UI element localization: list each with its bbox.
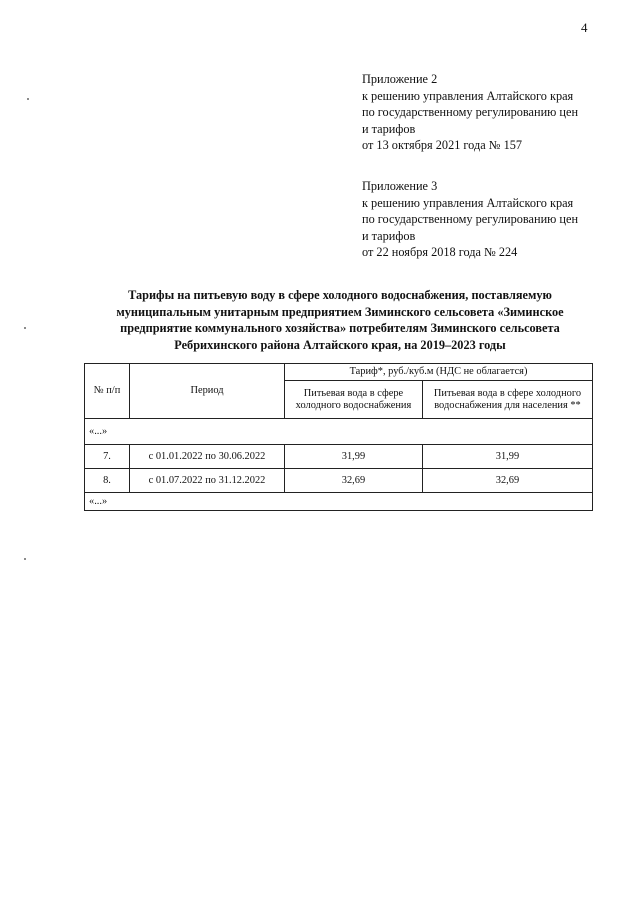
- header-tariff-group: Тариф*, руб./куб.м (НДС не облагается): [285, 364, 593, 381]
- header-period: Период: [130, 364, 285, 419]
- appendix-3-line: Приложение 3: [362, 179, 438, 193]
- ellipsis-cell: «...»: [85, 419, 593, 445]
- title-line: муниципальным унитарным предприятием Зиминского сельсовета «Зиминское: [116, 304, 564, 319]
- row-number: 7.: [85, 445, 130, 469]
- scan-speck: [24, 558, 26, 560]
- row-value-2: 32,69: [422, 469, 592, 493]
- title-line: предприятие коммунального хозяйства» потребителям Зиминского сельсовета: [120, 321, 560, 336]
- appendix-3-line: и тарифов: [362, 228, 416, 243]
- appendix-2-line: от 13 октября 2021 года № 157: [362, 138, 523, 152]
- appendix-2-line: по государственному регулированию цен: [362, 105, 579, 119]
- appendix-2-header: [362, 71, 578, 154]
- document-title: [80, 287, 600, 353]
- row-number: 8.: [85, 469, 130, 493]
- row-value-2: 31,99: [422, 445, 592, 469]
- row-period: с 01.01.2022 по 30.06.2022: [130, 445, 285, 469]
- header-drinking-water: Питьевая вода в сфере холодного водоснабжения: [285, 381, 423, 419]
- page-number: 4: [581, 20, 588, 35]
- tariff-table: [84, 363, 593, 511]
- table-row-ellipsis: [85, 419, 593, 445]
- appendix-2-line: к решению управления Алтайского края: [362, 88, 574, 103]
- scan-speck: [27, 98, 29, 100]
- row-period: с 01.07.2022 по 31.12.2022: [130, 469, 285, 493]
- table-header-row: [85, 364, 593, 381]
- appendix-3-line: к решению управления Алтайского края: [362, 195, 574, 210]
- appendix-2-line: Приложение 2: [362, 72, 438, 86]
- table-row-ellipsis: [85, 493, 593, 511]
- row-value-1: 31,99: [285, 445, 423, 469]
- row-value-1: 32,69: [285, 469, 423, 493]
- appendix-3-header: [362, 178, 578, 261]
- appendix-3-line: по государственному регулированию цен: [362, 212, 579, 226]
- title-line: Ребрихинского района Алтайского края, на 2019–2023 годы: [174, 337, 506, 352]
- header-drinking-water-population: Питьевая вода в сфере холодного водоснабжения для населения **: [422, 381, 592, 419]
- table-row: [85, 445, 593, 469]
- ellipsis-cell: «...»: [85, 493, 593, 511]
- appendix-2-line: и тарифов: [362, 121, 416, 136]
- scan-speck: [24, 327, 26, 329]
- title-line: Тарифы на питьевую воду в сфере холодного водоснабжения, поставляемую: [128, 288, 552, 302]
- appendix-3-line: от 22 ноября 2018 года № 224: [362, 245, 518, 259]
- table-row: [85, 469, 593, 493]
- header-number: № п/п: [85, 364, 130, 419]
